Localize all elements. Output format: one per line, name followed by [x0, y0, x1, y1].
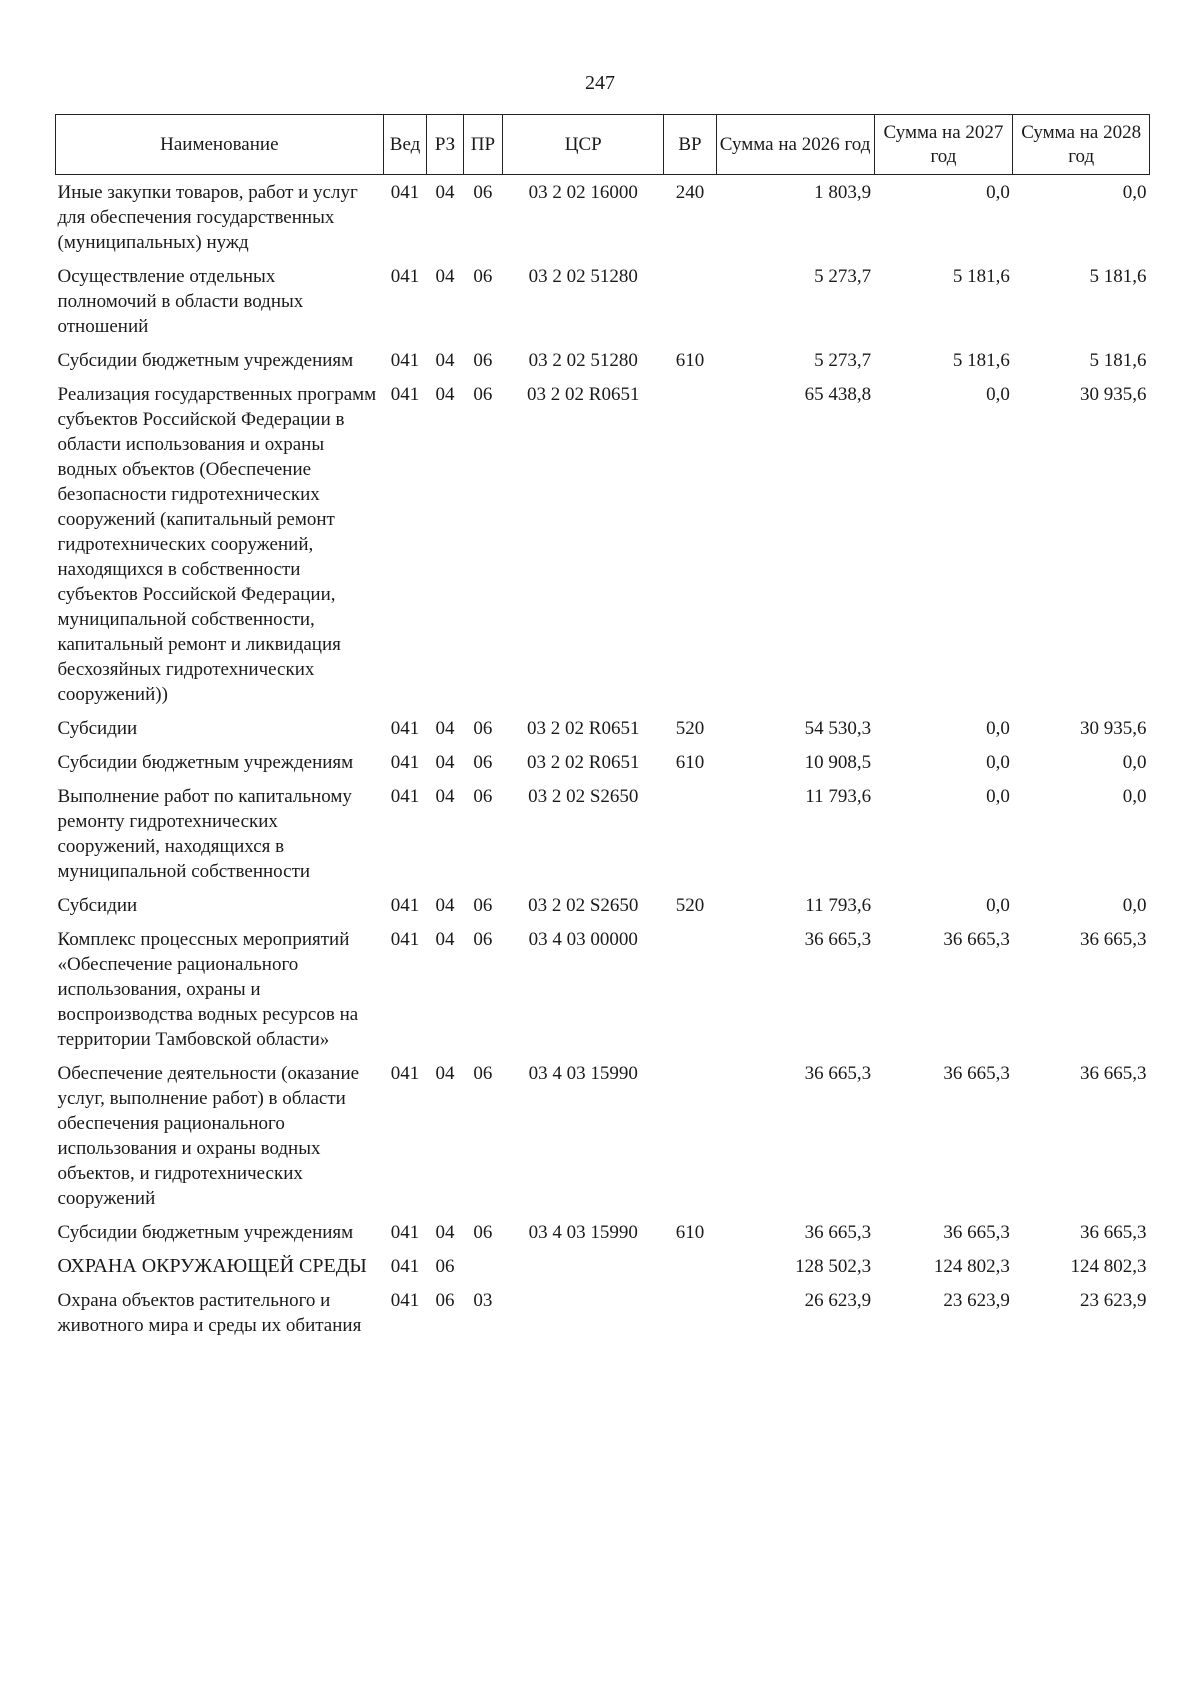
row-sum-2026: 36 665,3 [804, 1063, 872, 1084]
row-name: Охрана объектов растительного и животного мира и среды их обитания [57, 1290, 362, 1336]
row-csr: 03 2 02 R0651 [527, 718, 640, 739]
row-sum-2027: 5 181,6 [952, 266, 1010, 287]
row-sum-2027: 36 665,3 [943, 1063, 1010, 1084]
table-row [56, 1283, 1150, 1342]
col-header-vr: ВР [664, 115, 716, 175]
row-ved: 041 [390, 752, 420, 773]
row-sum-2027: 36 665,3 [943, 1222, 1010, 1243]
row-name: Выполнение работ по капитальному ремонту гидротехнических сооружений, находящихся в муниципальной собственности [57, 786, 352, 882]
row-sum-2028: 30 935,6 [1080, 718, 1147, 739]
row-rz: 04 [435, 718, 455, 739]
row-rz: 04 [435, 182, 455, 203]
table-row [56, 343, 1150, 377]
row-csr: 03 2 02 51280 [528, 266, 638, 287]
row-vr [664, 922, 716, 1056]
table-body [56, 175, 1150, 1343]
row-csr: 03 2 02 S2650 [528, 895, 639, 916]
row-name: Субсидии бюджетным учреждениям [57, 350, 354, 371]
row-sum-2026: 5 273,7 [814, 350, 872, 371]
row-ved: 041 [390, 895, 420, 916]
row-csr: 03 4 03 15990 [528, 1222, 638, 1243]
row-sum-2026: 26 623,9 [804, 1290, 872, 1311]
row-vr: 610 [675, 350, 705, 371]
row-sum-2028: 5 181,6 [1089, 350, 1147, 371]
row-sum-2027: 0,0 [986, 786, 1010, 807]
row-vr: 240 [675, 182, 705, 203]
row-sum-2026: 11 793,6 [805, 895, 872, 916]
row-csr [503, 1249, 664, 1283]
row-sum-2027: 0,0 [986, 895, 1010, 916]
row-pr [463, 1249, 502, 1283]
row-pr: 03 [473, 1290, 493, 1311]
row-sum-2028: 36 665,3 [1080, 1222, 1147, 1243]
row-pr: 06 [473, 350, 493, 371]
table-row [56, 922, 1150, 1056]
row-pr: 06 [473, 182, 493, 203]
col-header-name: Наименование [56, 115, 384, 175]
row-pr: 06 [473, 718, 493, 739]
row-rz: 06 [435, 1256, 455, 1277]
row-vr: 520 [675, 718, 705, 739]
page-number: 247 [585, 72, 615, 94]
row-pr: 06 [473, 1063, 493, 1084]
row-sum-2028: 0,0 [1122, 182, 1147, 203]
table-row [56, 745, 1150, 779]
row-sum-2026: 54 530,3 [804, 718, 872, 739]
row-name: Субсидии [57, 718, 138, 739]
row-csr: 03 4 03 00000 [528, 929, 638, 950]
table-row [56, 377, 1150, 711]
row-vr: 520 [675, 895, 705, 916]
row-pr: 06 [473, 895, 493, 916]
table-row [56, 711, 1150, 745]
row-csr: 03 2 02 S2650 [528, 786, 639, 807]
row-ved: 041 [390, 1222, 420, 1243]
row-ved: 041 [390, 1063, 420, 1084]
budget-table [55, 114, 1150, 1342]
row-name: Реализация государственных программ субъектов Российской Федерации в области использования и охраны водных объектов (Обеспечение безопасности гидротехнических сооружений (капитальный ремонт гидротехнических сооружений, находящихся в собственности субъектов Российской Федерации, муниципальной собственности, капитальный ремонт и ликвидация бесхозяйных гидротехнических сооружений)) [57, 384, 377, 705]
row-sum-2026: 36 665,3 [804, 1222, 872, 1243]
row-ved: 041 [390, 718, 420, 739]
row-rz: 04 [435, 786, 455, 807]
row-vr [664, 259, 716, 343]
row-pr: 06 [473, 752, 493, 773]
table-row [56, 779, 1150, 888]
row-pr: 06 [473, 384, 493, 405]
row-sum-2027: 0,0 [986, 752, 1010, 773]
row-ved: 041 [390, 384, 420, 405]
table-row [56, 888, 1150, 922]
table-row [56, 1249, 1150, 1283]
row-name: Обеспечение деятельности (оказание услуг, выполнение работ) в области обеспечения рационального использования и охраны водных объектов, и гидротехнических сооружений [57, 1063, 360, 1209]
row-rz: 04 [435, 350, 455, 371]
row-rz: 04 [435, 266, 455, 287]
row-vr: 610 [675, 1222, 705, 1243]
row-sum-2027: 0,0 [986, 718, 1010, 739]
row-rz: 06 [435, 1290, 455, 1311]
row-sum-2028: 36 665,3 [1080, 1063, 1147, 1084]
col-header-ved: Вед [383, 115, 427, 175]
row-ved: 041 [390, 786, 420, 807]
table-row [56, 175, 1150, 260]
col-header-csr: ЦСР [503, 115, 664, 175]
row-name: Иные закупки товаров, работ и услуг для обеспечения государственных (муниципальных) нужд [57, 182, 358, 253]
row-name: Субсидии бюджетным учреждениям [57, 1222, 354, 1243]
table-row [56, 259, 1150, 343]
col-header-sum-2028: Сумма на 2028 год [1013, 115, 1150, 175]
header-row [56, 115, 1150, 175]
col-header-sum-2026: Сумма на 2026 год [716, 115, 874, 175]
row-vr [664, 1056, 716, 1215]
row-sum-2026: 1 803,9 [814, 182, 872, 203]
row-name: Субсидии бюджетным учреждениям [57, 752, 354, 773]
row-vr [664, 1249, 716, 1283]
row-csr [503, 1283, 664, 1342]
row-csr: 03 2 02 16000 [528, 182, 638, 203]
row-ved: 041 [390, 266, 420, 287]
row-sum-2027: 5 181,6 [952, 350, 1010, 371]
table-row [56, 1215, 1150, 1249]
row-sum-2026: 10 908,5 [804, 752, 872, 773]
row-sum-2026: 11 793,6 [805, 786, 872, 807]
row-vr: 610 [675, 752, 705, 773]
row-csr: 03 2 02 R0651 [527, 384, 640, 405]
row-csr: 03 4 03 15990 [528, 1063, 638, 1084]
row-sum-2028: 36 665,3 [1080, 929, 1147, 950]
row-sum-2026: 65 438,8 [804, 384, 872, 405]
row-ved: 041 [390, 182, 420, 203]
row-vr [664, 377, 716, 711]
table-header [56, 115, 1150, 175]
row-rz: 04 [435, 752, 455, 773]
row-name: Субсидии [57, 895, 138, 916]
row-sum-2027: 0,0 [986, 384, 1010, 405]
row-csr: 03 2 02 R0651 [527, 752, 640, 773]
row-sum-2028: 0,0 [1122, 786, 1147, 807]
row-name: Комплекс процессных мероприятий «Обеспечение рационального использования, охраны и воспроизводства водных ресурсов на территории Тамбовской области» [57, 929, 359, 1050]
row-rz: 04 [435, 1222, 455, 1243]
row-sum-2028: 0,0 [1122, 752, 1147, 773]
row-ved: 041 [390, 1256, 420, 1277]
row-csr: 03 2 02 51280 [528, 350, 638, 371]
col-header-sum-2027: Сумма на 2027 год [874, 115, 1013, 175]
col-header-pr: ПР [463, 115, 502, 175]
row-sum-2028: 124 802,3 [1070, 1256, 1147, 1277]
row-pr: 06 [473, 786, 493, 807]
row-rz: 04 [435, 1063, 455, 1084]
row-pr: 06 [473, 929, 493, 950]
row-ved: 041 [390, 350, 420, 371]
row-name: ОХРАНА ОКРУЖАЮЩЕЙ СРЕДЫ [57, 1255, 367, 1277]
row-sum-2026: 5 273,7 [814, 266, 872, 287]
row-rz: 04 [435, 895, 455, 916]
row-name: Осуществление отдельных полномочий в области водных отношений [57, 266, 304, 337]
row-pr: 06 [473, 1222, 493, 1243]
table-row [56, 1056, 1150, 1215]
row-ved: 041 [390, 1290, 420, 1311]
col-header-rz: РЗ [427, 115, 463, 175]
row-rz: 04 [435, 384, 455, 405]
row-vr [664, 1283, 716, 1342]
row-sum-2028: 5 181,6 [1089, 266, 1147, 287]
row-sum-2028: 0,0 [1122, 895, 1147, 916]
row-sum-2027: 36 665,3 [943, 929, 1010, 950]
row-sum-2027: 0,0 [986, 182, 1010, 203]
row-sum-2028: 23 623,9 [1080, 1290, 1147, 1311]
row-sum-2026: 36 665,3 [804, 929, 872, 950]
row-sum-2027: 124 802,3 [933, 1256, 1010, 1277]
row-sum-2028: 30 935,6 [1080, 384, 1147, 405]
row-sum-2026: 128 502,3 [795, 1256, 872, 1277]
row-vr [664, 779, 716, 888]
row-pr: 06 [473, 266, 493, 287]
row-rz: 04 [435, 929, 455, 950]
row-ved: 041 [390, 929, 420, 950]
row-sum-2027: 23 623,9 [943, 1290, 1010, 1311]
